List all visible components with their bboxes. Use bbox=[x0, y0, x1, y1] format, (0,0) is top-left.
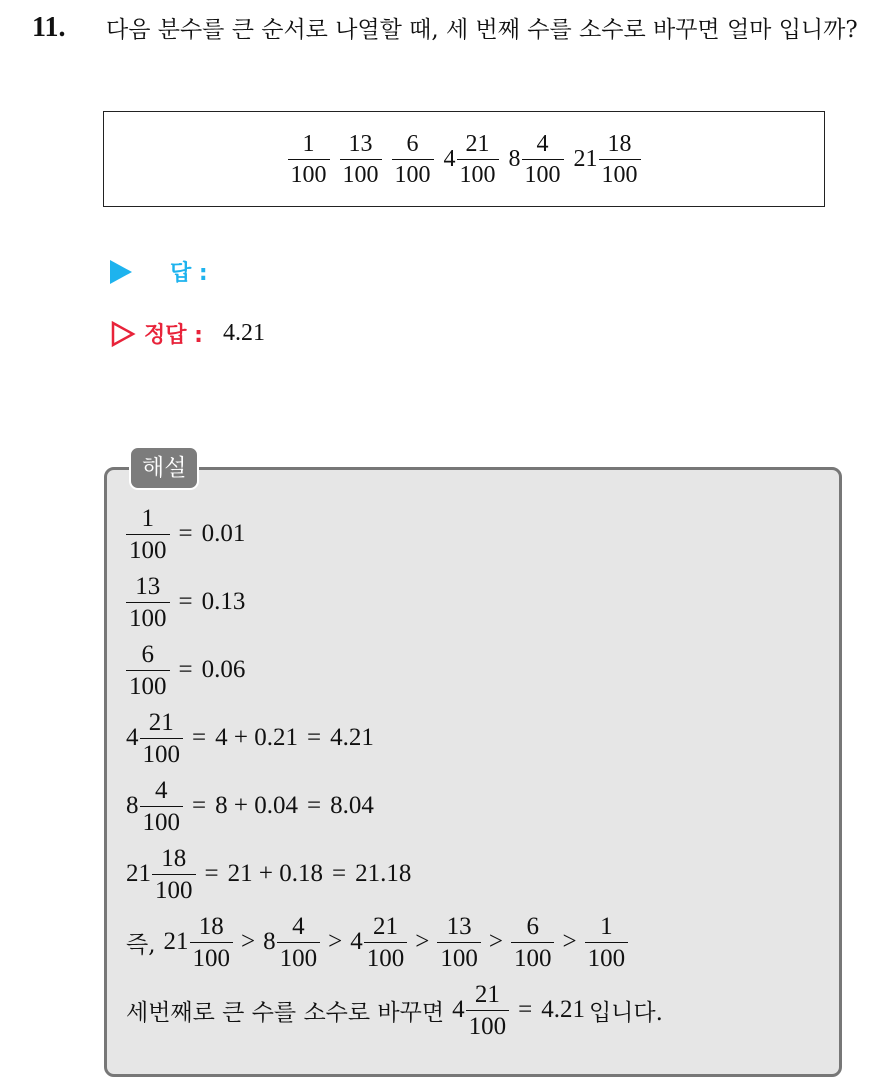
fraction-body bbox=[126, 642, 170, 699]
equals-sign: = bbox=[331, 860, 347, 887]
question-number: 11. bbox=[32, 12, 66, 43]
numerator: 13 bbox=[348, 130, 373, 157]
explanation-step bbox=[126, 704, 663, 772]
mixed-number bbox=[452, 982, 509, 1039]
numerator: 18 bbox=[607, 130, 632, 157]
fraction bbox=[585, 914, 629, 971]
conclusion-text: 세번째로 큰 수를 소수로 바꾸면 bbox=[126, 999, 445, 1026]
numerator: 18 bbox=[198, 912, 224, 940]
fraction-body bbox=[126, 506, 170, 563]
numerator: 13 bbox=[135, 572, 161, 600]
greater-than-sign: > bbox=[488, 928, 503, 955]
whole-part: 4 bbox=[126, 724, 139, 751]
denominator: 100 bbox=[340, 159, 382, 187]
fraction-body bbox=[152, 846, 196, 903]
mixed-number bbox=[350, 914, 407, 971]
fraction bbox=[288, 132, 330, 187]
fraction-body bbox=[364, 914, 408, 971]
numerator: 6 bbox=[526, 912, 539, 940]
whole-part: 8 bbox=[263, 928, 276, 955]
denominator: 100 bbox=[140, 806, 184, 835]
numerator: 18 bbox=[161, 844, 187, 872]
explanation-step bbox=[126, 636, 663, 704]
expression-text: 4.21 bbox=[330, 724, 374, 751]
conclusion-value: 4.21 bbox=[541, 996, 585, 1023]
answer-label: 답 : bbox=[170, 261, 208, 286]
mixed-number bbox=[126, 846, 196, 903]
expression-text: 8 + 0.04 bbox=[215, 792, 298, 819]
explanation-step bbox=[126, 840, 663, 908]
denominator: 100 bbox=[190, 942, 234, 971]
question-text: 다음 분수를 큰 순서로 나열할 때, 세 번째 수를 소수로 바꾸면 얼마 입니까? bbox=[106, 17, 858, 43]
denominator: 100 bbox=[392, 159, 434, 187]
outline-triangle-icon bbox=[110, 320, 136, 348]
equals-sign: = bbox=[518, 996, 533, 1023]
play-triangle-icon bbox=[110, 260, 132, 284]
explanation-step bbox=[126, 772, 663, 840]
fraction-list-box bbox=[103, 111, 825, 207]
equals-sign: = bbox=[192, 792, 207, 819]
denominator: 100 bbox=[585, 942, 629, 971]
conclusion-line bbox=[126, 976, 663, 1044]
numerator: 4 bbox=[536, 130, 549, 157]
denominator: 100 bbox=[522, 159, 564, 187]
denominator: 100 bbox=[364, 942, 408, 971]
fraction-body bbox=[392, 132, 434, 187]
numerator: 4 bbox=[292, 912, 305, 940]
numerator: 6 bbox=[141, 640, 154, 668]
denominator: 100 bbox=[466, 1010, 510, 1039]
greater-than-sign: > bbox=[241, 928, 256, 955]
equals-sign: = bbox=[178, 520, 193, 547]
fraction-body bbox=[340, 132, 382, 187]
numerator: 4 bbox=[155, 776, 168, 804]
fraction bbox=[511, 914, 555, 971]
equals-sign: = bbox=[306, 724, 322, 751]
expression-text: 21 + 0.18 bbox=[227, 860, 323, 887]
whole-part: 8 bbox=[126, 792, 139, 819]
fraction bbox=[392, 132, 434, 187]
correct-answer-value: 4.21 bbox=[222, 320, 265, 346]
whole-part: 4 bbox=[443, 145, 456, 172]
fraction-body bbox=[277, 914, 321, 971]
denominator: 100 bbox=[511, 942, 555, 971]
denominator: 100 bbox=[126, 602, 170, 631]
whole-part: 21 bbox=[573, 145, 598, 172]
numerator: 1 bbox=[600, 912, 613, 940]
fraction-body bbox=[190, 914, 234, 971]
denominator: 100 bbox=[277, 942, 321, 971]
whole-part: 8 bbox=[508, 145, 521, 172]
greater-than-sign: > bbox=[415, 928, 430, 955]
numerator: 13 bbox=[446, 912, 472, 940]
greater-than-sign: > bbox=[562, 928, 577, 955]
denominator: 100 bbox=[152, 874, 196, 903]
fraction bbox=[126, 642, 170, 699]
equals-sign: = bbox=[204, 860, 219, 887]
fraction-body bbox=[466, 982, 510, 1039]
explanation-step bbox=[126, 568, 663, 636]
expression-text: 21.18 bbox=[355, 860, 412, 887]
whole-part: 4 bbox=[350, 928, 363, 955]
fraction bbox=[126, 574, 170, 631]
denominator: 100 bbox=[126, 670, 170, 699]
conclusion-suffix: 입니다. bbox=[588, 999, 663, 1026]
numerator: 21 bbox=[373, 912, 398, 940]
fraction-body bbox=[599, 132, 641, 187]
expression-text: 0.13 bbox=[201, 588, 246, 615]
numerator: 1 bbox=[302, 130, 315, 157]
mixed-number bbox=[126, 778, 183, 835]
equals-sign: = bbox=[306, 792, 322, 819]
fraction-body bbox=[457, 132, 499, 187]
fraction-body bbox=[288, 132, 330, 187]
expression-text: 8.04 bbox=[330, 792, 374, 819]
fraction-body bbox=[140, 710, 184, 767]
mixed-number bbox=[574, 132, 641, 187]
equals-sign: = bbox=[178, 588, 193, 615]
expression-text: 0.01 bbox=[201, 520, 246, 547]
numerator: 1 bbox=[141, 504, 154, 532]
numerator: 21 bbox=[465, 130, 490, 157]
numerator: 21 bbox=[148, 708, 174, 736]
denominator: 100 bbox=[437, 942, 481, 971]
denominator: 100 bbox=[457, 159, 499, 187]
fraction-body bbox=[511, 914, 555, 971]
fraction-body bbox=[126, 574, 170, 631]
numerator: 6 bbox=[406, 130, 419, 157]
fraction-body bbox=[585, 914, 629, 971]
fraction bbox=[437, 914, 481, 971]
fraction-body bbox=[140, 778, 184, 835]
whole-part: 21 bbox=[126, 860, 151, 887]
equals-sign: = bbox=[178, 656, 193, 683]
equals-sign: = bbox=[192, 724, 207, 751]
explanation-step bbox=[126, 500, 663, 568]
explanation-lines bbox=[126, 500, 663, 1044]
mixed-number bbox=[164, 914, 234, 971]
order-prefix: 즉, bbox=[126, 931, 156, 958]
correct-answer-label: 정답 : bbox=[144, 323, 203, 348]
denominator: 100 bbox=[288, 159, 330, 187]
whole-part: 4 bbox=[452, 996, 465, 1023]
denominator: 100 bbox=[126, 534, 170, 563]
mixed-number bbox=[126, 710, 183, 767]
fraction bbox=[126, 506, 170, 563]
explanation-tag: 해설 bbox=[129, 446, 199, 490]
fraction bbox=[340, 132, 382, 187]
expression-text: 0.06 bbox=[201, 656, 246, 683]
greater-than-sign: > bbox=[328, 928, 343, 955]
numerator: 21 bbox=[474, 980, 500, 1008]
denominator: 100 bbox=[599, 159, 641, 187]
whole-part: 21 bbox=[163, 928, 189, 955]
denominator: 100 bbox=[140, 738, 184, 767]
correct-answer-row bbox=[110, 318, 265, 349]
order-line bbox=[126, 908, 663, 976]
mixed-number bbox=[509, 132, 564, 187]
fraction-body bbox=[437, 914, 481, 971]
fraction-body bbox=[522, 132, 564, 187]
expression-text: 4 + 0.21 bbox=[215, 724, 298, 751]
answer-row bbox=[110, 256, 208, 287]
mixed-number bbox=[263, 914, 320, 971]
mixed-number bbox=[444, 132, 499, 187]
